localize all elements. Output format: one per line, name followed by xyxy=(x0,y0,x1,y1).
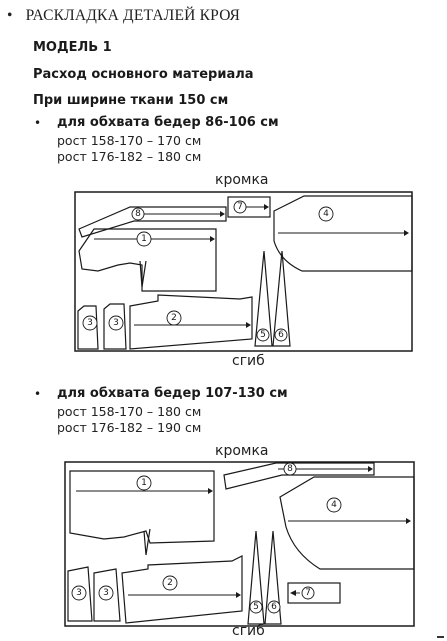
piece-number: 7 xyxy=(305,588,311,598)
pattern-piece xyxy=(224,463,374,489)
piece-label-5 xyxy=(250,601,262,613)
piece-label-4 xyxy=(327,498,341,512)
grain-arrowhead xyxy=(406,518,411,524)
piece-label-4 xyxy=(319,207,333,221)
piece-number: 3 xyxy=(113,318,119,328)
pattern-piece xyxy=(79,207,226,237)
piece-label-2 xyxy=(163,576,177,590)
layout-diagram-2 xyxy=(64,461,416,628)
piece-number: 6 xyxy=(278,330,284,340)
dart-line xyxy=(140,261,146,287)
grain-arrowhead xyxy=(208,488,213,494)
piece-number: 3 xyxy=(76,588,82,598)
grain-arrowhead xyxy=(246,322,251,328)
heading-title: РАСКЛАДКА ДЕТАЛЕЙ КРОЯ xyxy=(25,7,241,24)
variant2-line2: рост 176-182 – 190 см xyxy=(57,420,202,435)
piece-label-3b xyxy=(99,586,113,600)
piece-number: 6 xyxy=(271,602,277,612)
piece-label-1 xyxy=(137,232,151,246)
piece-number: 3 xyxy=(87,318,93,328)
variant1-bullet: • xyxy=(34,116,42,130)
grain-arrowhead xyxy=(404,230,409,236)
piece-number: 5 xyxy=(253,602,259,612)
piece-label-7 xyxy=(302,587,314,599)
grain-arrowhead xyxy=(368,466,373,472)
variant1-selvage-label: кромка xyxy=(215,172,269,188)
piece-number: 8 xyxy=(287,464,293,474)
piece-label-8 xyxy=(284,463,296,475)
piece-label-6 xyxy=(275,329,287,341)
variant1-fold-label: сгиб xyxy=(232,353,265,369)
variant2-selvage-label: кромка xyxy=(215,443,269,459)
material-title: Расход основного материала xyxy=(33,67,254,82)
piece-label-7 xyxy=(234,201,246,213)
piece-label-6 xyxy=(268,601,280,613)
page-corner-mark xyxy=(437,636,444,638)
section-heading xyxy=(7,7,240,25)
piece-number: 3 xyxy=(103,588,109,598)
piece-number: 1 xyxy=(141,234,147,244)
model-title: МОДЕЛЬ 1 xyxy=(33,40,112,55)
grain-arrowhead xyxy=(264,204,269,210)
piece-label-5 xyxy=(257,329,269,341)
grain-arrowhead xyxy=(220,211,225,217)
fabric-frame xyxy=(65,462,414,626)
variant2-hips: для обхвата бедер 107-130 см xyxy=(57,386,288,401)
variant2-fold-label: сгиб xyxy=(232,623,265,639)
piece-number: 5 xyxy=(260,330,266,340)
piece-number: 2 xyxy=(171,313,177,323)
piece-number: 4 xyxy=(323,209,329,219)
fabric-width: При ширине ткани 150 см xyxy=(33,93,229,108)
layout-diagram-1 xyxy=(74,191,414,353)
pattern-piece xyxy=(274,196,412,271)
piece-label-1 xyxy=(137,476,151,490)
piece-number: 4 xyxy=(331,500,337,510)
piece-number: 8 xyxy=(135,209,141,219)
variant1-hips: для обхвата бедер 86-106 см xyxy=(57,115,279,130)
piece-number: 7 xyxy=(237,202,243,212)
piece-label-3b xyxy=(109,316,123,330)
piece-label-3a xyxy=(83,316,97,330)
piece-number: 1 xyxy=(141,478,147,488)
piece-number: 2 xyxy=(167,578,173,588)
variant1-line1: рост 158-170 – 170 см xyxy=(57,133,202,148)
pattern-piece xyxy=(130,295,252,349)
grain-arrowhead xyxy=(236,592,241,598)
heading-bullet: • xyxy=(7,7,13,24)
pattern-piece xyxy=(122,556,242,623)
grain-arrowhead xyxy=(290,590,296,596)
grain-arrowhead xyxy=(210,236,215,242)
pattern-piece xyxy=(280,477,414,569)
variant2-bullet: • xyxy=(34,387,42,401)
variant2-line1: рост 158-170 – 180 см xyxy=(57,404,202,419)
variant1-line2: рост 176-182 – 180 см xyxy=(57,149,202,164)
piece-label-3a xyxy=(72,586,86,600)
piece-label-8 xyxy=(132,208,144,220)
piece-label-2 xyxy=(167,311,181,325)
